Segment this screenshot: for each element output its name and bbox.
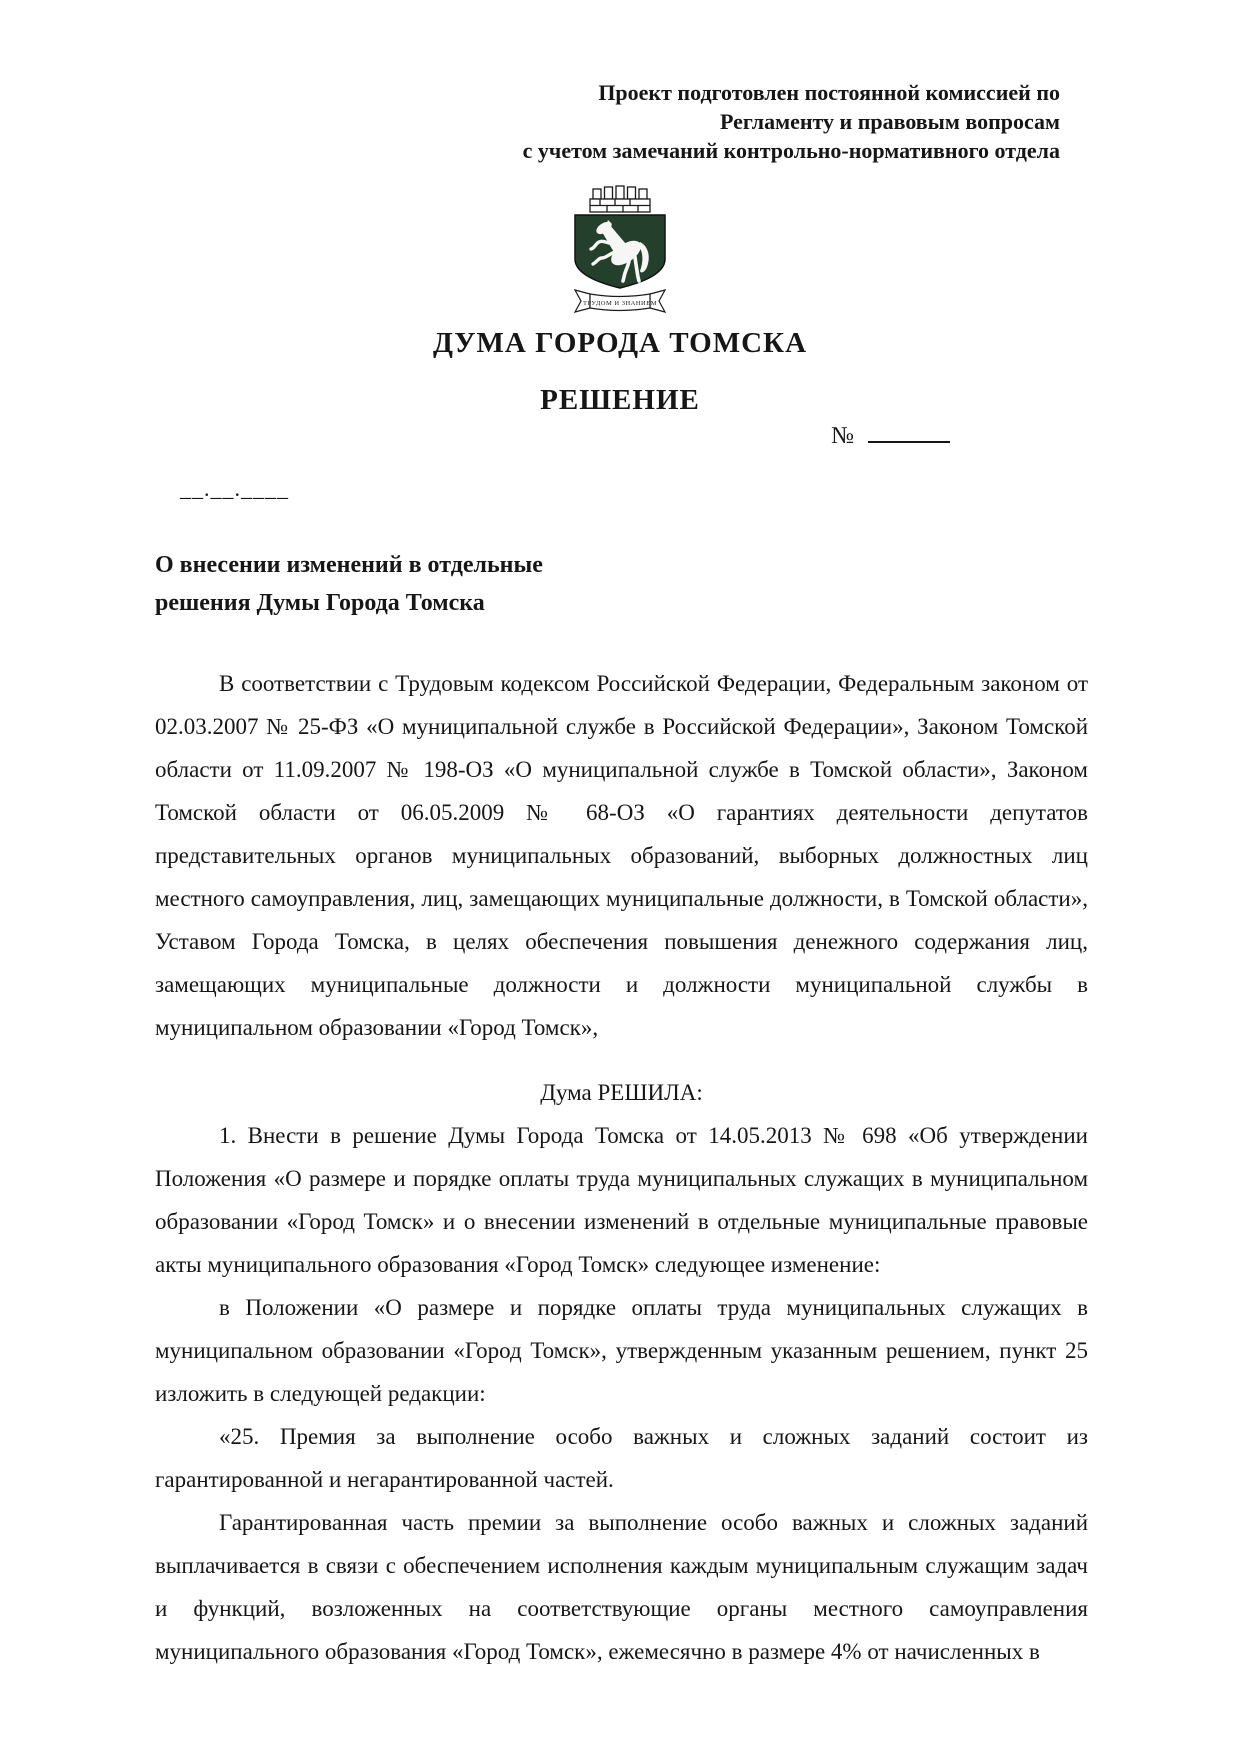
document-title <box>155 546 1240 622</box>
guaranteed-part-paragraph: Гарантированная часть премии за выполнение особо важных и сложных заданий выплачивается в связи с обеспечением исполнения каждым муниципальным служащим задач и функций, возложенных на соответствующие органы местного самоуправления муниципального образования «Город Томск», ежемесячно в размере 4% от начисленных в <box>155 1510 1088 1664</box>
date-placeholder: __.__.____ <box>180 476 289 501</box>
document-title-line: решения Думы Города Томска <box>155 590 485 616</box>
org-name-heading: ДУМА ГОРОДА ТОМСКА <box>432 327 808 359</box>
number-label: № <box>831 423 854 449</box>
document-body <box>155 662 1088 1673</box>
preparer-note-line: Проект подготовлен постоянной комиссией по <box>598 80 1060 105</box>
doc-type-heading: РЕШЕНИЕ <box>540 384 700 416</box>
number-row <box>0 421 950 450</box>
preamble-paragraph: В соответствии с Трудовым кодексом Российской Федерации, Федеральным законом от 02.03.2007 № 25-ФЗ «О муниципальной службе в Российской Федерации», Законом Томской области от 11.09.2007 № 198-ОЗ «О муниципальной службе в Томской области», Законом Томской области от 06.05.2009 № 68-ОЗ «О гарантиях деятельности депутатов представительных органов муниципальных образований, выборных должностных лиц местного самоуправления, лиц, замещающих муниципальные должности, в Томской области», Уставом Города Томска, в целях обеспечения повышения денежного содержания лиц, замещающих муниципальные должности и должности муниципальной службы в муниципальном образовании «Город Томск», <box>155 671 1088 1040</box>
shield-icon <box>575 215 665 288</box>
quoted-point-25-paragraph: «25. Премия за выполнение особо важных и сложных заданий состоит из гарантированной и негарантированной частей. <box>155 1424 1088 1492</box>
document-title-line: О внесении изменений в отдельные <box>155 552 543 578</box>
coat-of-arms-svg <box>545 181 695 323</box>
number-blank-line <box>868 421 950 443</box>
clause-1-paragraph: 1. Внести в решение Думы Города Томска от 14.05.2013 № 698 «Об утверждении Положения «О размере и порядке оплаты труда муниципальных служащих в муниципальном образовании «Город Томск» и о внесении изменений в отдельные муниципальные правовые акты муниципального образования «Город Томск» следующее изменение: <box>155 1123 1088 1277</box>
preparer-note <box>0 0 1060 165</box>
preparer-note-line: с учетом замечаний контрольно-нормативного отдела <box>522 138 1060 163</box>
preparer-note-line: Регламенту и правовым вопросам <box>719 109 1060 134</box>
resolution-heading: Дума РЕШИЛА: <box>540 1080 703 1105</box>
motto-ribbon-icon <box>575 290 665 312</box>
mural-crown-icon <box>590 186 650 212</box>
clause-1-subparagraph: в Положении «О размере и порядке оплаты труда муниципальных служащих в муниципальном образовании «Город Томск», утвержденным указанным решением, пункт 25 изложить в следующей редакции: <box>155 1295 1088 1406</box>
tomsk-coat-of-arms-icon <box>0 181 1240 323</box>
motto-text: ТРУДОМ И ЗНАНИЕМ <box>582 300 658 307</box>
